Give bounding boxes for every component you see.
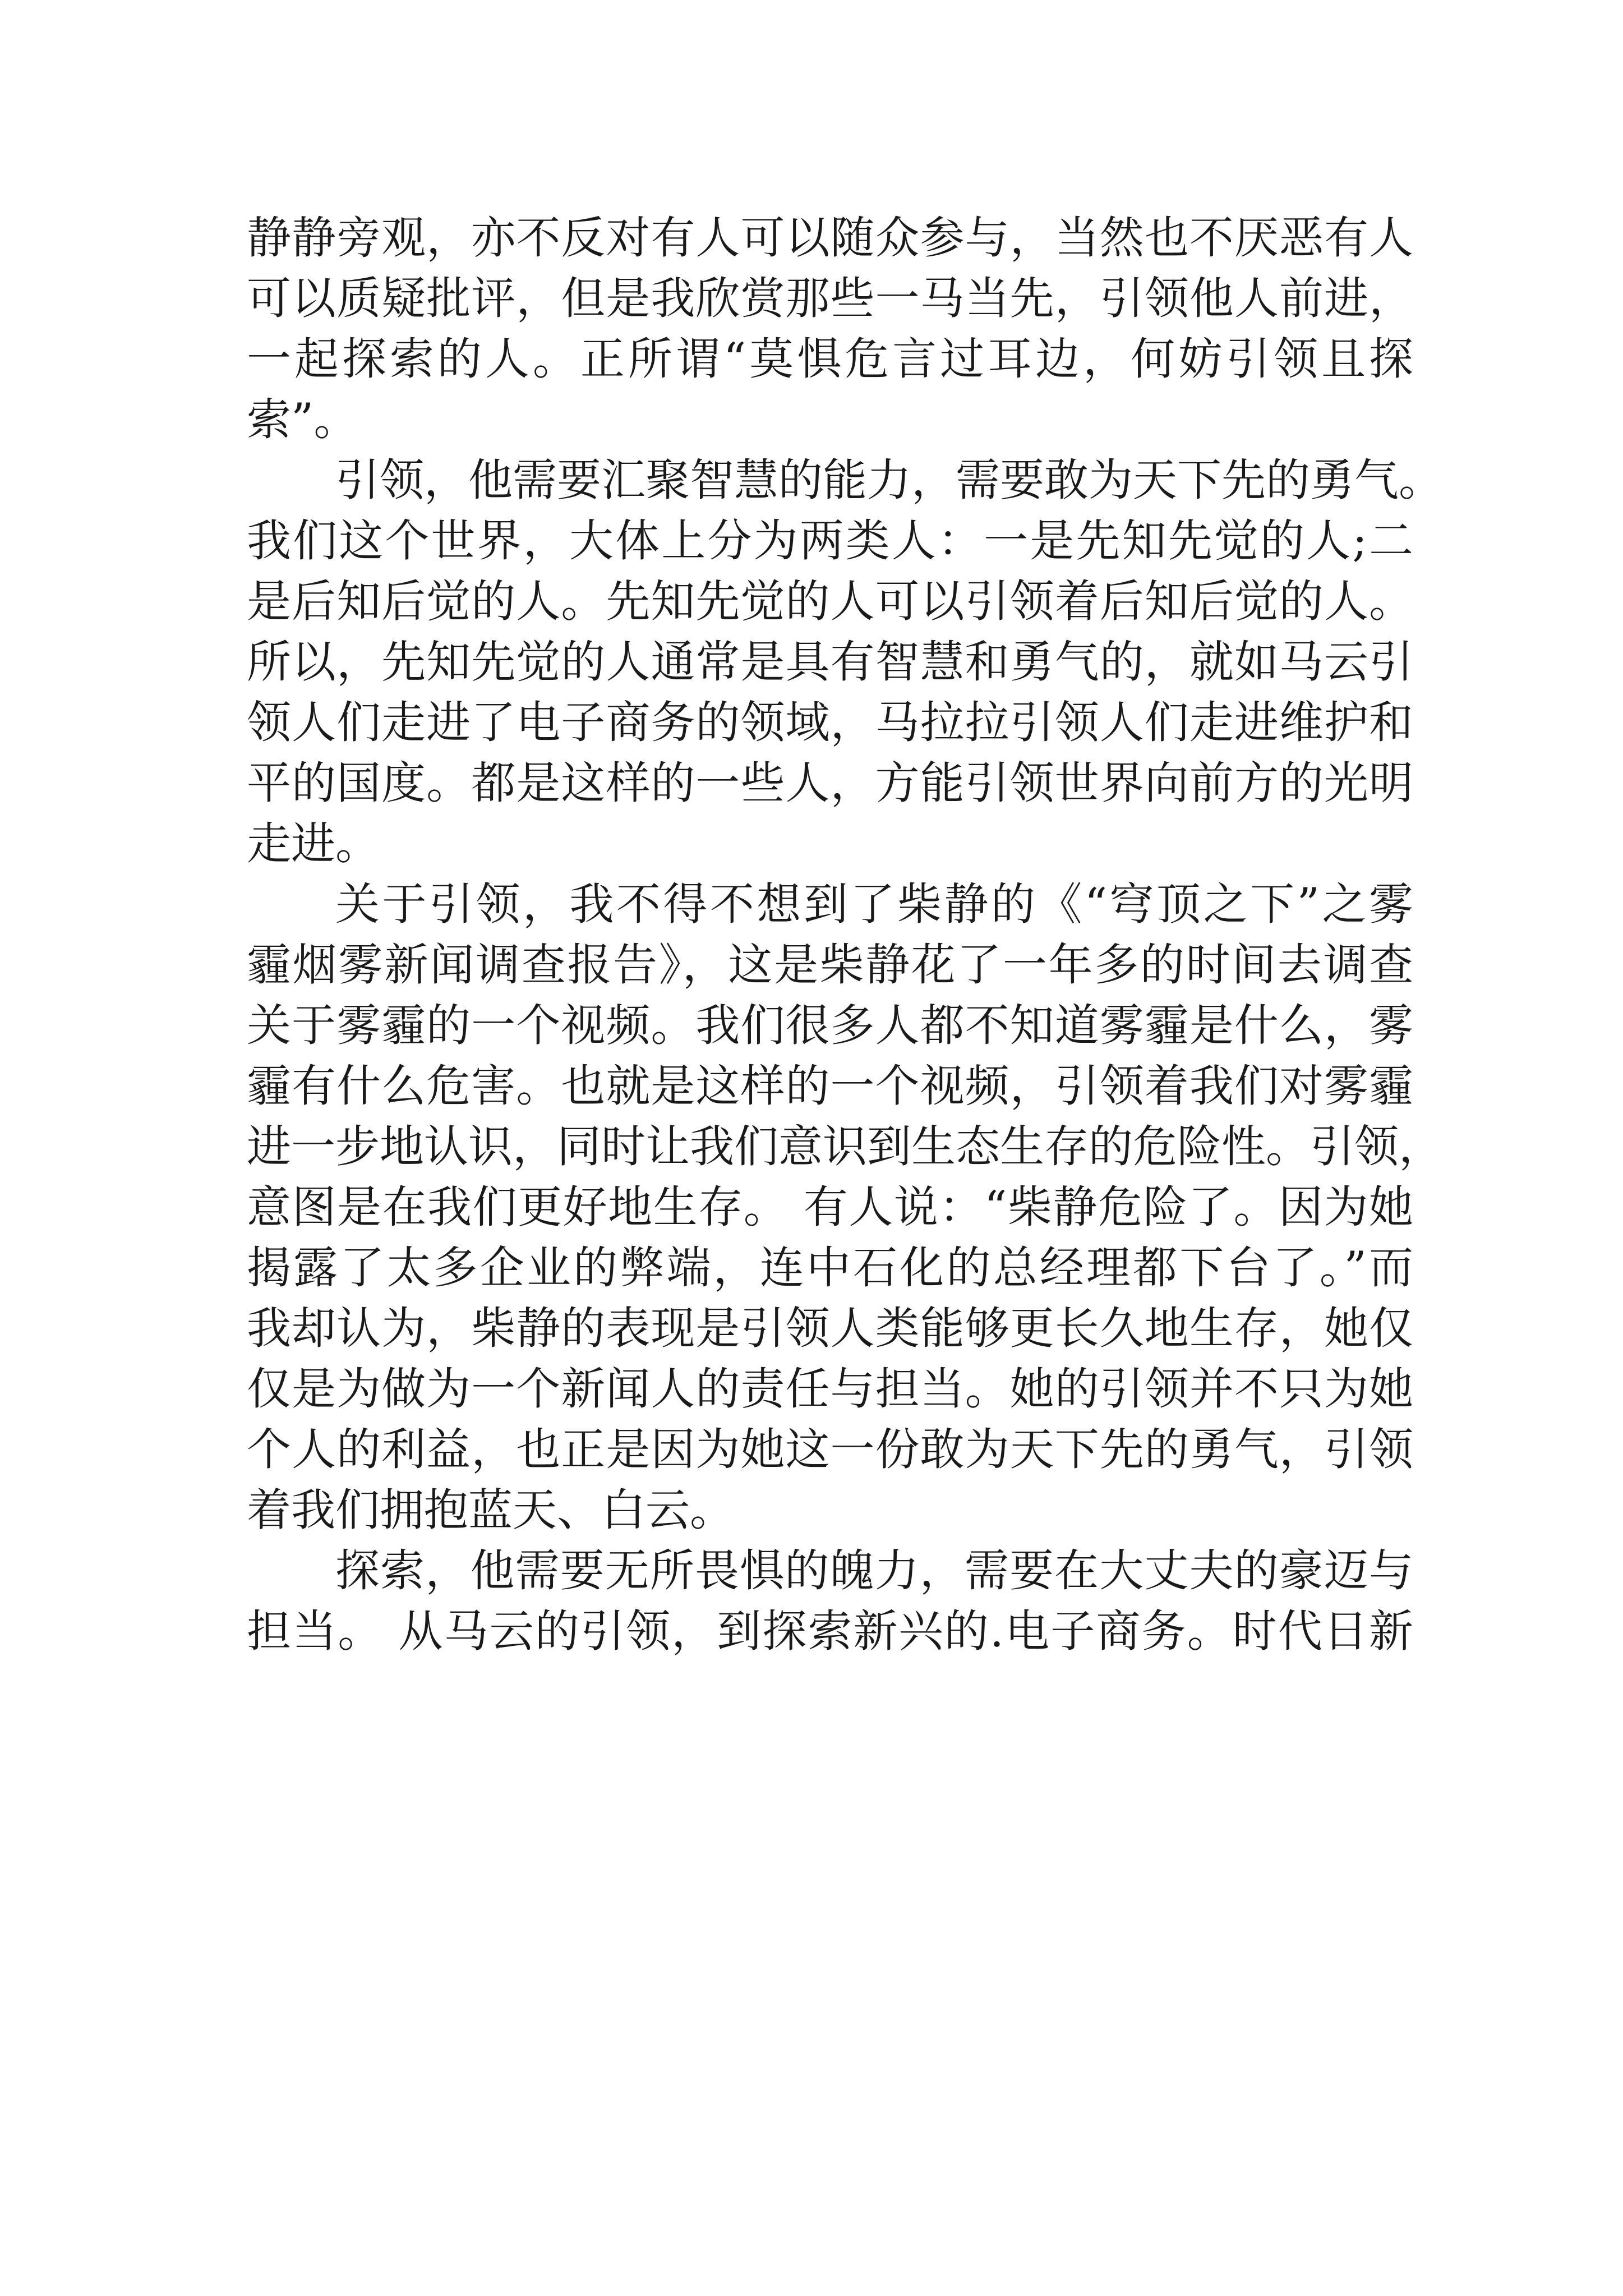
- text-line: 静静旁观，亦不反对有人可以随众参与，当然也不厌恶有人: [247, 212, 1413, 264]
- text-line: 个人的利益，也正是因为她这一份敢为天下先的勇气，引领: [247, 1424, 1413, 1475]
- text-line: 探索，他需要无所畏惧的魄力，需要在大丈夫的豪迈与: [335, 1545, 1413, 1596]
- text-line: 霾有什么危害。也就是这样的一个视频，引领着我们对雾霾: [247, 1060, 1413, 1112]
- text-line: 走进。: [247, 818, 380, 869]
- text-line: 领人们走进了电子商务的领域，马拉拉引领人们走进维护和: [247, 697, 1413, 748]
- text-line: 引领，他需要汇聚智慧的能力，需要敢为天下先的勇气。: [335, 454, 1443, 506]
- text-line: 所以，先知先觉的人通常是具有智慧和勇气的，就如马云引: [247, 636, 1413, 688]
- text-line: 霾烟雾新闻调查报告》，这是柴静花了一年多的时间去调查: [247, 939, 1413, 991]
- text-line: 进一步地认识，同时让我们意识到生态生存的危险性。引领，: [247, 1121, 1443, 1172]
- text-line: 我却认为，柴静的表现是引领人类能够更长久地生存，她仅: [247, 1303, 1413, 1354]
- body-text: [247, 208, 1443, 1662]
- text-line: 着我们拥抱蓝天、白云。: [247, 1484, 734, 1536]
- text-line: 仅是为做为一个新闻人的责任与担当。她的引领并不只为她: [247, 1363, 1413, 1415]
- text-line: 平的国度。都是这样的一些人，方能引领世界向前方的光明: [247, 757, 1413, 809]
- text-line: 一起探索的人。正所谓“莫惧危言过耳边，何妨引领且探: [247, 333, 1413, 385]
- text-line: 揭露了太多企业的弊端，连中石化的总经理都下台了。”而: [247, 1242, 1413, 1294]
- text-line: 关于引领，我不得不想到了柴静的《“穹顶之下”之雾: [335, 878, 1413, 930]
- text-line: 意图是在我们更好地生存。 有人说：“柴静危险了。因为她: [247, 1181, 1413, 1233]
- text-line: 担当。 从马云的引领，到探索新兴的.电子商务。时代日新: [247, 1605, 1413, 1657]
- text-line: 我们这个世界，大体上分为两类人：一是先知先觉的人;二: [247, 515, 1413, 567]
- text-line: 是后知后觉的人。先知先觉的人可以引领着后知后觉的人。: [247, 576, 1413, 627]
- text-line: 关于雾霾的一个视频。我们很多人都不知道雾霾是什么，雾: [247, 1000, 1413, 1051]
- text-line: 索”。: [247, 394, 358, 445]
- text-line: 可以质疑批评，但是我欣赏那些一马当先，引领他人前进，: [247, 273, 1413, 324]
